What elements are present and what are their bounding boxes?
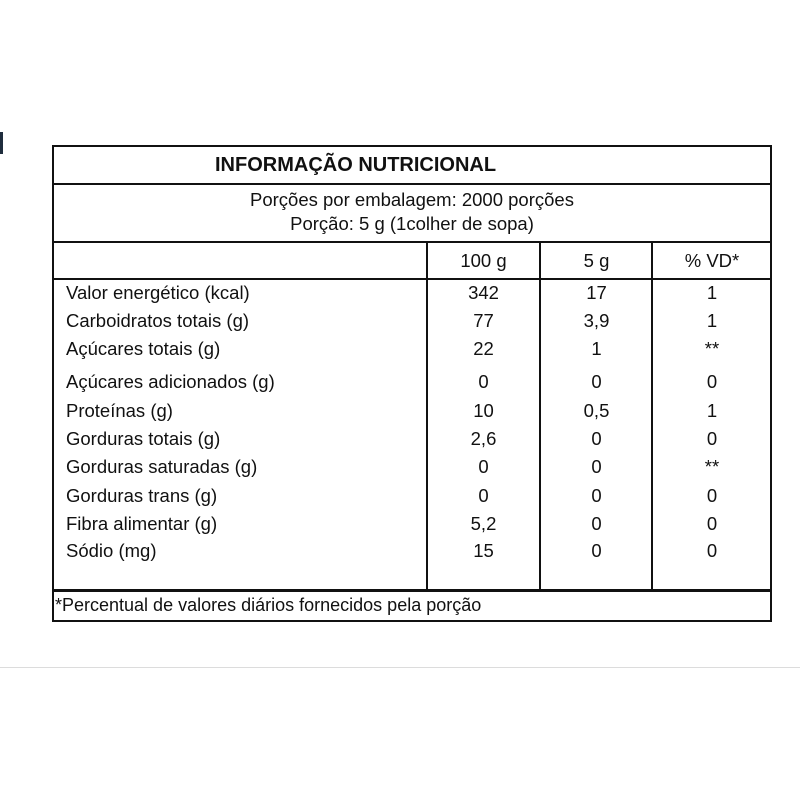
value-per-serving: 0,5 (583, 400, 610, 421)
nutrient-name: Gorduras trans (g) (66, 485, 218, 506)
left-edge-marker (0, 132, 3, 154)
value-per-100g: 5,2 (470, 513, 497, 534)
value-per-serving: 0 (591, 428, 602, 449)
value-daily-percent: 0 (706, 485, 718, 506)
value-daily-percent: 0 (706, 371, 718, 392)
table-row (54, 338, 770, 362)
value-per-serving: 0 (591, 485, 602, 506)
table-row (54, 540, 770, 564)
value-per-100g: 77 (473, 310, 494, 331)
value-daily-percent: 0 (706, 513, 718, 534)
table-row (54, 310, 770, 334)
value-per-100g: 10 (473, 400, 494, 421)
value-per-100g: 2,6 (470, 428, 497, 449)
table-row (54, 371, 770, 395)
servings-per-package: Porções por embalagem: 2000 porções (250, 189, 574, 210)
value-per-serving: 0 (591, 513, 602, 534)
nutrient-name: Sódio (mg) (66, 540, 157, 561)
value-per-serving: 17 (586, 282, 607, 303)
nutrient-name: Proteínas (g) (66, 400, 173, 421)
table-row (54, 428, 770, 452)
portion-info (54, 185, 770, 243)
nutrition-table (54, 243, 770, 589)
value-per-serving: 3,9 (583, 310, 610, 331)
value-daily-percent: ** (704, 338, 720, 359)
header-per-serving: 5 g (583, 250, 610, 271)
nutrient-name: Carboidratos totais (g) (66, 310, 250, 331)
header-daily-value: % VD* (684, 250, 740, 271)
table-row (54, 456, 770, 480)
value-daily-percent: 1 (706, 310, 718, 331)
value-per-100g: 15 (473, 540, 494, 561)
value-per-serving: 0 (591, 456, 602, 477)
nutrient-name: Açúcares totais (g) (66, 338, 221, 359)
value-daily-percent: 0 (706, 540, 718, 561)
table-row (54, 513, 770, 537)
value-daily-percent: 1 (706, 400, 718, 421)
nutrient-name: Gorduras totais (g) (66, 428, 221, 449)
value-per-serving: 0 (591, 540, 602, 561)
table-header (54, 243, 770, 279)
nutrition-facts-label (52, 145, 772, 622)
table-row (54, 400, 770, 424)
header-per-100g: 100 g (460, 250, 507, 271)
value-per-100g: 342 (468, 282, 499, 303)
value-per-100g: 0 (478, 456, 489, 477)
value-daily-percent: ** (704, 456, 720, 477)
nutrient-name: Fibra alimentar (g) (66, 513, 218, 534)
nutrient-name: Gorduras saturadas (g) (66, 456, 258, 477)
value-per-100g: 22 (473, 338, 494, 359)
table-row (54, 282, 770, 306)
serving-size: Porção: 5 g (1colher de sopa) (290, 213, 534, 234)
label-title-text: INFORMAÇÃO NUTRICIONAL (215, 154, 497, 176)
nutrient-name: Valor energético (kcal) (66, 282, 250, 303)
value-per-100g: 0 (478, 485, 489, 506)
value-daily-percent: 1 (706, 282, 718, 303)
page-divider (0, 667, 800, 668)
value-per-serving: 0 (591, 371, 602, 392)
footnote: *Percentual de valores diários fornecidos pela porção (55, 595, 482, 615)
nutrient-name: Açúcares adicionados (g) (66, 371, 275, 392)
label-title (54, 147, 770, 185)
table-row (54, 485, 770, 509)
value-per-serving: 1 (591, 338, 602, 359)
value-daily-percent: 0 (706, 428, 718, 449)
value-per-100g: 0 (478, 371, 489, 392)
header-rule (54, 278, 770, 280)
